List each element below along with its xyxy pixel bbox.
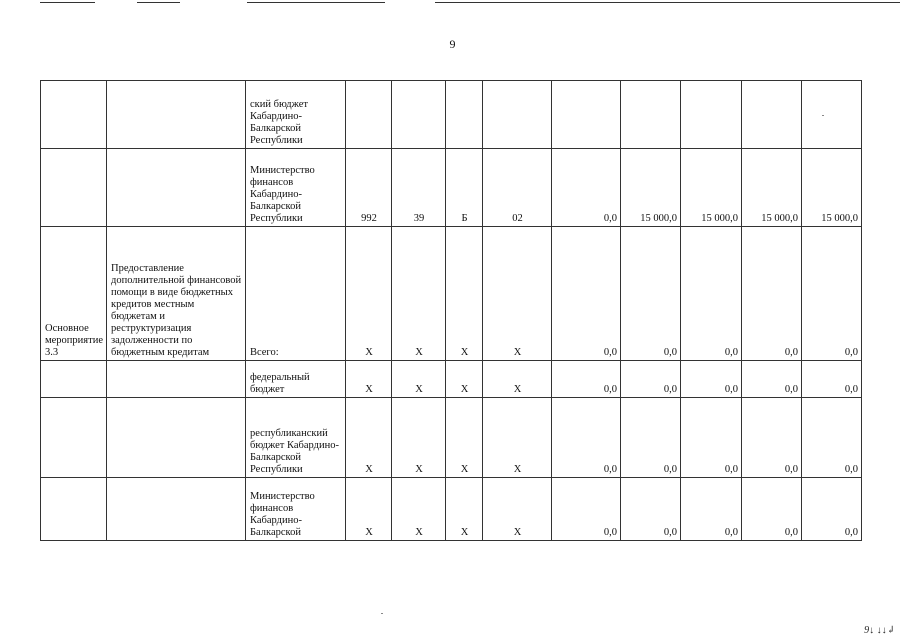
amount-cell: 0,0	[680, 227, 741, 361]
budget-code-cell: 992	[345, 149, 391, 227]
amount-cell: 0,0	[801, 227, 861, 361]
measure-name-cell	[41, 361, 107, 398]
page-number: 9	[449, 37, 456, 51]
amount-cell: 15 000,0	[801, 149, 861, 227]
table-row	[41, 81, 862, 149]
budget-code-cell: Х	[445, 478, 482, 541]
amount-cell: 15 000,0	[680, 149, 741, 227]
budget-code-cell: Х	[445, 398, 482, 478]
funding-source-cell: федеральный бюджет	[245, 361, 345, 398]
funding-source-cell: республиканский бюджет Кабардино-Балкарской Республики	[245, 398, 345, 478]
budget-code-cell	[445, 81, 482, 149]
amount-cell: 0,0	[620, 227, 680, 361]
budget-code-cell	[391, 81, 445, 149]
amount-cell: 0,0	[680, 398, 741, 478]
amount-cell	[680, 81, 741, 149]
funding-source-cell: Министерство финансов Кабардино-Балкарской	[245, 478, 345, 541]
budget-code-cell: Х	[391, 361, 445, 398]
budget-code-cell: Х	[482, 227, 551, 361]
amount-cell: 0,0	[680, 361, 741, 398]
measure-description-cell	[106, 361, 245, 398]
budget-code-cell: Х	[391, 227, 445, 361]
amount-cell	[551, 81, 620, 149]
amount-cell	[620, 81, 680, 149]
amount-cell: 15 000,0	[620, 149, 680, 227]
amount-cell: 0,0	[551, 361, 620, 398]
amount-cell	[741, 81, 801, 149]
measure-description-cell	[106, 149, 245, 227]
table-row	[41, 149, 862, 227]
budget-code-cell: 02	[482, 149, 551, 227]
funding-source-cell: ский бюджет Кабардино-Балкарской Республики	[245, 81, 345, 149]
amount-cell	[801, 81, 861, 149]
budget-code-cell: Х	[345, 227, 391, 361]
amount-cell: 0,0	[801, 478, 861, 541]
budget-code-cell: Х	[345, 398, 391, 478]
budget-code-cell: Х	[345, 478, 391, 541]
measure-description-cell: Предоставление дополнительной финансовой помощи в виде бюджетных кредитов местным бюджетам и реструктуризация задолженности по бюджетным кредитам	[106, 227, 245, 361]
amount-cell: 0,0	[551, 398, 620, 478]
amount-cell: 0,0	[620, 398, 680, 478]
budget-code-cell: 39	[391, 149, 445, 227]
measure-description-cell	[106, 398, 245, 478]
measure-name-cell	[41, 478, 107, 541]
budget-code-cell: Х	[482, 478, 551, 541]
handwritten-mark: 9↓ ↓↓↲	[864, 625, 895, 636]
amount-cell: 0,0	[741, 398, 801, 478]
table-row	[41, 398, 862, 478]
table-row	[41, 478, 862, 541]
amount-cell: 0,0	[551, 478, 620, 541]
amount-cell: 0,0	[551, 227, 620, 361]
table-row	[41, 361, 862, 398]
budget-code-cell: Х	[482, 398, 551, 478]
budget-code-cell: Х	[445, 361, 482, 398]
budget-code-cell: Х	[391, 398, 445, 478]
measure-name-cell	[41, 81, 107, 149]
budget-code-cell: Х	[391, 478, 445, 541]
budget-table	[40, 80, 862, 541]
amount-cell: 0,0	[741, 227, 801, 361]
budget-code-cell	[482, 81, 551, 149]
amount-cell: 0,0	[741, 361, 801, 398]
amount-cell: 0,0	[741, 478, 801, 541]
amount-cell: 0,0	[801, 398, 861, 478]
funding-source-cell: Министерство финансов Кабардино-Балкарской Республики	[245, 149, 345, 227]
budget-code-cell	[345, 81, 391, 149]
measure-description-cell	[106, 81, 245, 149]
amount-cell: 0,0	[551, 149, 620, 227]
amount-cell: 0,0	[680, 478, 741, 541]
measure-description-cell	[106, 478, 245, 541]
measure-name-cell	[41, 398, 107, 478]
table-row	[41, 227, 862, 361]
measure-name-cell	[41, 149, 107, 227]
measure-name-cell: Основное мероприятие 3.3	[41, 227, 107, 361]
budget-code-cell: Х	[445, 227, 482, 361]
budget-code-cell: Х	[345, 361, 391, 398]
funding-source-cell: Всего:	[245, 227, 345, 361]
budget-code-cell: Б	[445, 149, 482, 227]
amount-cell: 0,0	[620, 478, 680, 541]
amount-cell: 15 000,0	[741, 149, 801, 227]
amount-cell: 0,0	[620, 361, 680, 398]
budget-code-cell: Х	[482, 361, 551, 398]
amount-cell: 0,0	[801, 361, 861, 398]
